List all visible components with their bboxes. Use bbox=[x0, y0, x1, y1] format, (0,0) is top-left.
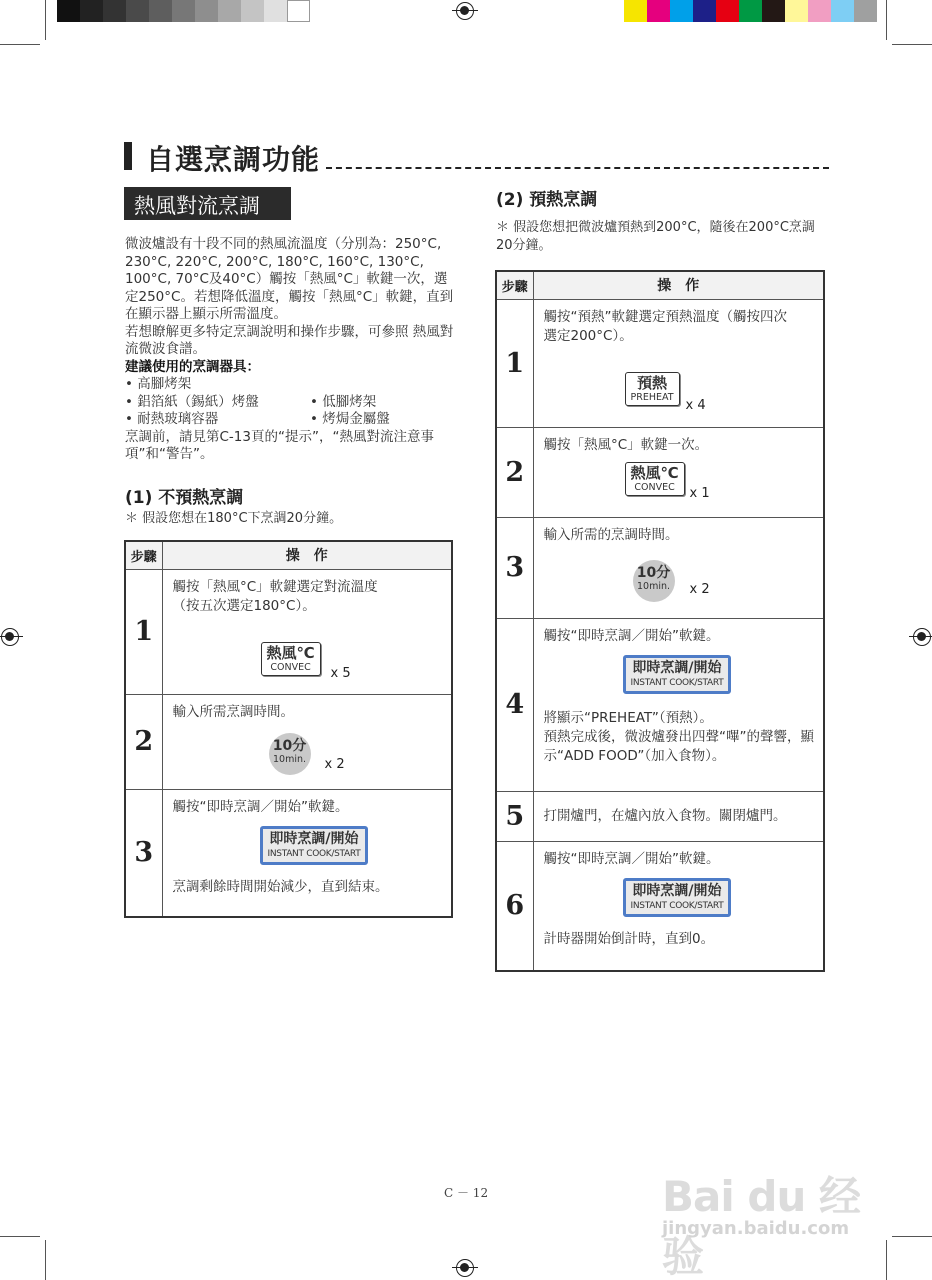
convec-key bbox=[261, 642, 321, 676]
section2-note: ＊ 假設您想把微波爐預熱到200°C，隨後在200°C烹調20分鐘。 bbox=[496, 220, 815, 253]
color-swatch bbox=[647, 0, 670, 22]
section1-note: ＊ 假設您想在180°C下烹調20分鐘。 bbox=[125, 511, 343, 526]
page-title: 自選烹調功能 bbox=[146, 143, 321, 176]
section1-steps-table bbox=[124, 540, 453, 918]
table-row bbox=[496, 299, 824, 427]
watermark bbox=[660, 1150, 900, 1280]
color-swatch bbox=[624, 0, 647, 22]
instant-cook-start-key bbox=[260, 826, 369, 865]
press-count: x 2 bbox=[324, 756, 345, 772]
step-cell bbox=[533, 517, 824, 618]
intro-paragraph: 微波爐設有十段不同的熱風流溫度（分別為：250°C, 230°C, 220°C, 200°C, 180°C, 160°C, 130°C, 100°C, 70°C及40°C）觸按「熱風°C」軟鍵一次，選定250°C。若想降低溫度，觸按「熱風°C」軟鍵，直到在顯示器上顯示所需溫度。 bbox=[125, 236, 454, 322]
grayscale-bar bbox=[57, 0, 310, 22]
ten-min-key bbox=[269, 733, 311, 775]
key-sublabel: INSTANT COOK/START bbox=[630, 677, 724, 688]
key-sublabel: INSTANT COOK/START bbox=[630, 900, 724, 911]
col-step-header: 步驟 bbox=[496, 271, 533, 299]
step-text: 觸按“預熱”軟鍵選定預熱溫度（觸按四次選定200°C）。 bbox=[543, 308, 787, 344]
convec-key bbox=[625, 462, 685, 496]
color-swatch bbox=[739, 0, 762, 22]
key-label: 10分 bbox=[272, 737, 307, 754]
section2-heading: (2) 預熱烹調 bbox=[496, 190, 598, 210]
page-number: C － 12 bbox=[444, 1186, 489, 1200]
step-cell bbox=[533, 427, 824, 517]
intro-paragraph: 若想瞭解更多特定烹調說明和操作步驟，可參照 熱風對流微波食譜。 bbox=[125, 323, 454, 357]
crop-mark bbox=[45, 1240, 46, 1280]
registration-mark-icon bbox=[456, 2, 474, 20]
step-text: 觸按“即時烹調／開始”軟鍵。 bbox=[543, 627, 720, 644]
step-number: 1 bbox=[496, 299, 533, 427]
press-count: x 5 bbox=[330, 665, 351, 681]
color-swatch bbox=[762, 0, 785, 22]
step-result-text: 計時器開始倒計時，直到0。 bbox=[543, 930, 715, 947]
press-count: x 4 bbox=[685, 397, 706, 413]
table-row bbox=[496, 791, 824, 841]
step-number: 4 bbox=[496, 618, 533, 791]
table-row bbox=[496, 841, 824, 971]
tool-item: • 烤焗金屬盤 bbox=[310, 411, 390, 427]
step-cell bbox=[533, 618, 824, 791]
step-cell bbox=[162, 569, 452, 694]
key-label: 即時烹調/開始 bbox=[632, 882, 722, 899]
page-title-block bbox=[124, 140, 829, 174]
key-sublabel: CONVEC bbox=[270, 661, 311, 673]
step-cell bbox=[533, 791, 824, 841]
step-number: 3 bbox=[125, 789, 162, 917]
watermark-logo: Bai du 经验 bbox=[662, 1172, 860, 1280]
key-label: 熱風℃ bbox=[630, 463, 679, 482]
press-count: x 2 bbox=[689, 581, 710, 597]
col-op-header: 操 作 bbox=[533, 271, 824, 299]
table-row bbox=[125, 694, 452, 789]
gray-swatch bbox=[195, 0, 218, 22]
intro-paragraph: 烹調前，請見第C-13頁的“提示”，“熱風對流注意事項”和“警告”。 bbox=[125, 428, 434, 462]
key-sublabel: CONVEC bbox=[634, 481, 675, 493]
step-text: 輸入所需烹調時間。 bbox=[172, 703, 294, 720]
preheat-key bbox=[625, 372, 680, 406]
instant-cook-start-key bbox=[623, 655, 732, 694]
instant-cook-start-key bbox=[623, 878, 732, 917]
preheat-display-text: 將顯示“PREHEAT”（預熱）。 bbox=[543, 709, 713, 726]
tools-heading: 建議使用的烹調器具： bbox=[125, 358, 260, 375]
gray-swatch bbox=[149, 0, 172, 22]
step-number: 2 bbox=[125, 694, 162, 789]
key-label: 即時烹調/開始 bbox=[269, 830, 359, 847]
step-text: 觸按「熱風°C」軟鍵一次。 bbox=[543, 436, 709, 453]
step-cell bbox=[162, 789, 452, 917]
key-sublabel: 10min. bbox=[636, 580, 671, 592]
step-number: 5 bbox=[496, 791, 533, 841]
gray-swatch bbox=[126, 0, 149, 22]
step-number: 6 bbox=[496, 841, 533, 971]
col-step-header: 步驟 bbox=[125, 541, 162, 569]
gray-swatch bbox=[172, 0, 195, 22]
table-row bbox=[125, 569, 452, 694]
color-swatch bbox=[693, 0, 716, 22]
tool-item bbox=[310, 376, 460, 394]
key-label: 預熱 bbox=[637, 373, 668, 392]
step-result-text: 烹調剩餘時間開始減少，直到結束。 bbox=[172, 878, 389, 895]
title-dashed-rule bbox=[326, 167, 829, 169]
crop-mark bbox=[0, 44, 40, 45]
gray-swatch bbox=[80, 0, 103, 22]
tool-item: • 高腳烤架 bbox=[125, 376, 192, 392]
key-label: 10分 bbox=[636, 564, 671, 581]
registration-mark-icon bbox=[913, 628, 931, 646]
color-bar bbox=[624, 0, 877, 22]
color-swatch bbox=[670, 0, 693, 22]
registration-mark-icon bbox=[1, 628, 19, 646]
color-swatch bbox=[831, 0, 854, 22]
key-label: 即時烹調/開始 bbox=[632, 659, 722, 676]
step-text: 打開爐門，在爐內放入食物。關閉爐門。 bbox=[543, 807, 787, 824]
step-number: 3 bbox=[496, 517, 533, 618]
color-swatch bbox=[854, 0, 877, 22]
step-cell bbox=[533, 299, 824, 427]
section-label: 熱風對流烹調 bbox=[124, 187, 291, 220]
step-text: 觸按“即時烹調／開始”軟鍵。 bbox=[543, 850, 720, 867]
step-text: 觸按“即時烹調／開始”軟鍵。 bbox=[172, 798, 349, 815]
registration-mark-icon bbox=[456, 1259, 474, 1277]
press-count: x 1 bbox=[689, 485, 710, 501]
table-row bbox=[125, 789, 452, 917]
section1-heading: (1) 不預熱烹調 bbox=[125, 488, 244, 508]
crop-mark bbox=[886, 0, 887, 40]
gray-swatch bbox=[218, 0, 241, 22]
gray-swatch bbox=[103, 0, 126, 22]
tool-item: • 低腳烤架 bbox=[310, 393, 377, 410]
key-sublabel: 10min. bbox=[272, 753, 307, 765]
table-row bbox=[496, 618, 824, 791]
gray-swatch bbox=[241, 0, 264, 22]
gray-swatch bbox=[287, 0, 310, 22]
crop-mark bbox=[0, 1236, 40, 1237]
tools-list bbox=[125, 376, 460, 429]
intro-text bbox=[125, 236, 460, 464]
step-cell bbox=[162, 694, 452, 789]
col-op-header: 操 作 bbox=[162, 541, 452, 569]
watermark-url: jingyan.baidu.com bbox=[662, 1218, 850, 1239]
step-number: 2 bbox=[496, 427, 533, 517]
key-label: 熱風℃ bbox=[266, 643, 315, 662]
key-sublabel: INSTANT COOK/START bbox=[267, 848, 361, 859]
section2-steps-table bbox=[495, 270, 825, 972]
color-swatch bbox=[716, 0, 739, 22]
crop-mark bbox=[892, 44, 932, 45]
gray-swatch bbox=[264, 0, 287, 22]
preheat-done-text: 預熱完成後，微波爐發出四聲“嗶”的聲響，顯示“ADD FOOD”（加入食物）。 bbox=[543, 728, 814, 764]
tool-item: • 耐熱玻璃容器 bbox=[125, 411, 219, 427]
tool-item: • 鋁箔紙（錫紙）烤盤 bbox=[125, 393, 259, 410]
table-row bbox=[496, 517, 824, 618]
step-text: 輸入所需的烹調時間。 bbox=[543, 526, 679, 543]
ten-min-key bbox=[633, 560, 675, 602]
step-result-text bbox=[544, 709, 819, 766]
title-marker bbox=[124, 142, 132, 170]
color-swatch bbox=[808, 0, 831, 22]
crop-mark bbox=[45, 0, 46, 40]
color-swatch bbox=[785, 0, 808, 22]
key-sublabel: PREHEAT bbox=[630, 391, 674, 403]
step-cell bbox=[533, 841, 824, 971]
gray-swatch bbox=[57, 0, 80, 22]
table-row bbox=[496, 427, 824, 517]
step-number: 1 bbox=[125, 569, 162, 694]
step-text: 觸按「熱風°C」軟鍵選定對流溫度（按五次選定180°C）。 bbox=[172, 578, 378, 614]
